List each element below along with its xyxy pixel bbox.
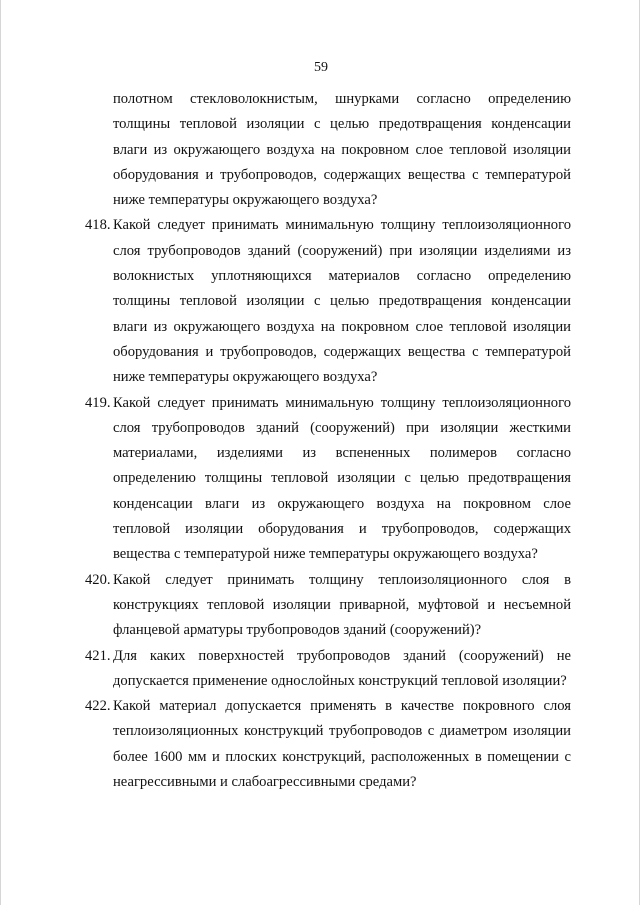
question-text: Для каких поверхностей трубопроводов зданий (сооружений) не допускается применение однослойных конструкций тепловой изоляции? [113,647,571,689]
question-item [85,213,571,390]
page-number: 59 [314,60,328,75]
question-continuation: полотном стекловолокнистым, шнурками согласно определению толщины тепловой изоляции с целью предотвращения конденсации влаги из окружающего воздуха на покровном слое тепловой изоляции оборудования и трубопроводов, содержащих вещества с температурой ниже температуры окружающего воздуха? [113,91,571,209]
question-item [85,568,571,644]
question-item [85,694,571,795]
question-text: Какой следует принимать толщину теплоизоляционного слоя в конструкциях тепловой изоляции приварной, муфтовой и несъемной фланцевой арматуры трубопроводов зданий (сооружений)? [113,571,571,639]
question-number: 422. [85,698,111,715]
question-item [85,644,571,695]
question-text: Какой следует принимать минимальную толщину теплоизоляционного слоя трубопроводов зданий (сооружений) при изоляции жесткими материалами, изделиями из вспененных полимеров согласно определению толщины тепловой изоляции с целью предотвращения конденсации влаги из окружающего воздуха на покровном слое тепловой изоляции оборудования и трубопроводов, содержащих вещества с температурой ниже температуры окружающего воздуха? [113,394,571,563]
question-list [85,87,571,795]
question-number: 419. [85,394,111,411]
question-number: 418. [85,217,111,234]
question-text: Какой материал допускается применять в качестве покровного слоя теплоизоляционных конструкций трубопроводов с диаметром изоляции более 1600 мм и плоских конструкций, расположенных в помещении с неагрессивными и слабоагрессивными средами? [113,698,571,791]
question-number: 420. [85,571,111,588]
question-text: Какой следует принимать минимальную толщину теплоизоляционного слоя трубопроводов зданий (сооружений) при изоляции изделиями из волокнистых уплотняющихся материалов согласно определению толщины тепловой изоляции с целью предотвращения конденсации влаги из окружающего воздуха на покровном слое тепловой изоляции оборудования и трубопроводов, содержащих вещества с температурой ниже температуры окружающего воздуха? [113,217,571,386]
question-item [85,391,571,568]
question-number: 421. [85,647,111,664]
